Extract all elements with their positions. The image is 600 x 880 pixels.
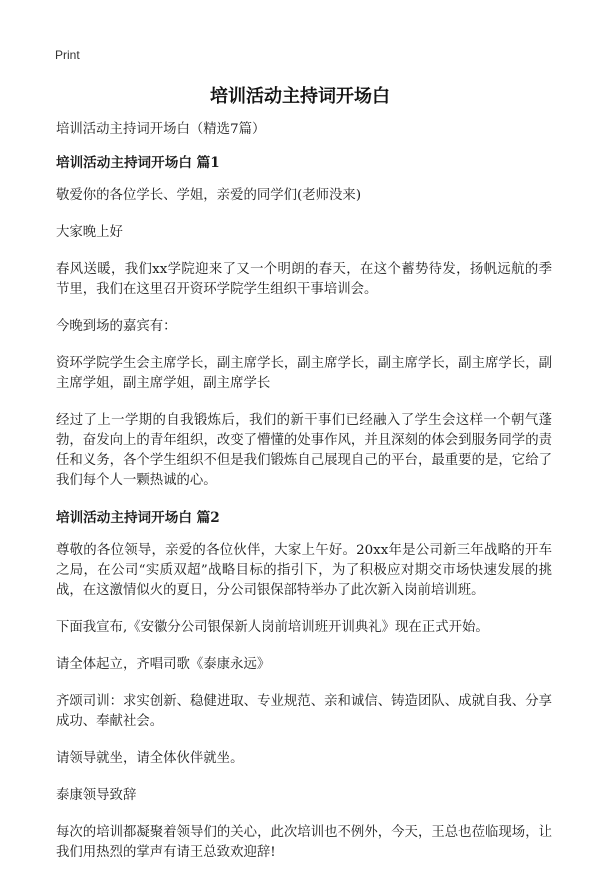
section-heading-1: 培训活动主持词开场白 篇1 [56,155,220,171]
intro-text: 培训活动主持词开场白（精选7篇） [56,122,266,137]
paragraph: 敬爱你的各位学长、学姐，亲爱的同学们(老师没来) [56,188,362,203]
paragraph: 春风送暖，我们xx学院迎来了又一个明朗的春天，在这个蓄势待发，扬帆远航的季节里，我们在这里召开资环学院学生组织干事培训会。 [56,262,552,297]
paragraph: 尊敬的各位领导，亲爱的各位伙伴，大家上午好。20xx年是公司新三年战略的开车之局，在公司“实质双超”战略目标的指引下，为了积极应对期交市场快速发展的挑战，在这激情似火的夏日，分公司银保部特举办了此次新入岗前培训班。 [56,543,552,598]
paragraph: 大家晚上好 [56,225,123,240]
section-heading-2: 培训活动主持词开场白 篇2 [56,510,220,526]
paragraph: 请全体起立，齐唱司歌《泰康永远》 [56,657,271,672]
paragraph: 泰康领导致辞 [56,788,137,803]
page-title: 培训活动主持词开场白 [210,86,390,107]
article-body [56,120,552,880]
paragraph: 每次的培训都凝聚着领导们的关心，此次培训也不例外，今天，王总也莅临现场，让我们用热烈的掌声有请王总致欢迎辞! [56,825,552,860]
paragraph: 请领导就坐，请全体伙伴就坐。 [56,751,244,766]
paragraph: 资环学院学生会主席学长，副主席学长，副主席学长，副主席学长，副主席学长，副主席学姐，副主席学姐，副主席学长 [56,356,552,391]
paragraph: 下面我宣布,《安徽分公司银保新人岗前培训班开训典礼》现在正式开始。 [56,620,489,635]
paragraph: 今晚到场的嘉宾有： [56,319,177,334]
paragraph: 经过了上一学期的自我锻炼后，我们的新干事们已经融入了学生会这样一个朝气蓬勃，奋发向上的青年组织，改变了懵懂的处事作风，并且深刻的体会到服务同学的责任和义务，各个学生组织不但是我们锻炼自己展现自己的平台，最重要的是，它给了我们每个人一颗热诚的心。 [56,413,552,488]
paragraph: 齐颂司训：求实创新、稳健进取、专业规范、亲和诚信、铸造团队、成就自我、分享成功、奉献社会。 [56,694,552,729]
print-link[interactable]: Print [55,48,80,62]
